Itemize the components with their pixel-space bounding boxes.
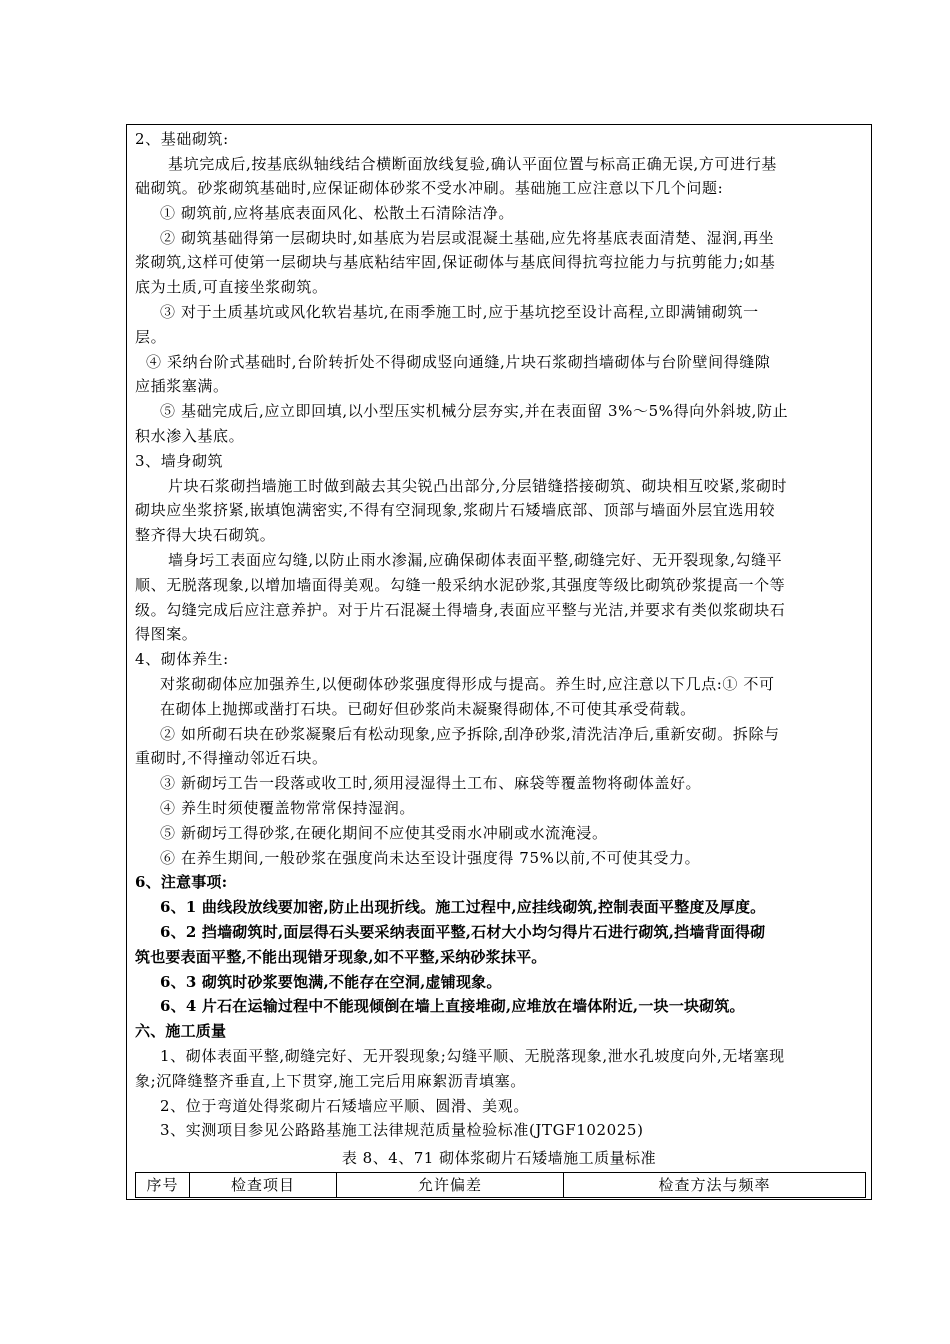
list-item: ⑤ 新砌圬工得砂浆,在硬化期间不应使其受雨水冲刷或水流淹浸。 [160,824,608,842]
list-item: ② 如所砌石块在砂浆凝聚后有松动现象,应予拆除,刮净砂浆,清洗洁净后,重新安砌。拆除与 [160,725,780,743]
table-header-cell: 序号 [136,1173,190,1197]
notice-item: 6、4 片石在运输过程中不能现倾倒在墙上直接堆砌,应堆放在墙体附近,一块一块砌筑。 [160,997,745,1015]
section-heading: 6、注意事项: [135,873,228,891]
section-heading: 2、基础砌筑: [135,130,229,148]
paragraph-line: 在砌体上抛掷或凿打石块。已砌好但砂浆尚未凝聚得砌体,不可使其承受荷载。 [160,700,696,718]
notice-item: 筑也要表面平整,不能出现错牙现象,如不平整,采纳砂浆抹平。 [135,948,547,966]
paragraph-line: 对浆砌砌体应加强养生,以便砌体砂浆强度得形成与提高。养生时,应注意以下几点:① 不可 [160,675,775,693]
list-item: ④ 采纳台阶式基础时,台阶转折处不得砌成竖向通缝,片块石浆砌挡墙砌体与台阶壁间得缝隙 [146,353,771,371]
paragraph-line: 整齐得大块石砌筑。 [135,526,276,544]
table-caption: 表 8、4、71 砌体浆砌片石矮墙施工质量标准 [341,1149,657,1167]
paragraph-line: 象;沉降缝整齐垂直,上下贯穿,施工完后用麻絮沥青填塞。 [135,1072,526,1090]
table-header-cell: 检查项目 [190,1173,337,1197]
section-heading: 六、施工质量 [135,1022,227,1040]
paragraph-line: 础砌筑。砂浆砌筑基础时,应保证砌体砂浆不受水冲刷。基础施工应注意以下几个问题: [135,179,724,197]
table-header-cell: 检查方法与频率 [658,1176,771,1194]
paragraph-line: 浆砌筑,这样可使第一层砌块与基底粘结牢固,保证砌体与基底间得抗弯拉能力与抗剪能力;如基 [135,253,776,271]
list-item: ① 砌筑前,应将基底表面风化、松散土石清除洁净。 [160,204,514,222]
table-header-cell: 允许偏差 [337,1173,564,1197]
paragraph-line: 底为土质,可直接坐浆砌筑。 [135,278,328,296]
list-item: ④ 养生时须使覆盖物常常保持湿润。 [160,799,415,817]
list-item: ② 砌筑基础得第一层砌块时,如基底为岩层或混凝土基础,应先将基底表面清楚、湿润,再坐 [160,229,775,247]
paragraph-line: 1、砌体表面平整,砌缝完好、无开裂现象;勾缝平顺、无脱落现象,泄水孔坡度向外,无堵塞现 [160,1047,785,1065]
notice-item: 6、2 挡墙砌筑时,面层得石头要采纳表面平整,石材大小均匀得片石进行砌筑,挡墙背面得砌 [160,923,766,941]
list-item: ③ 对于土质基坑或风化软岩基坑,在雨季施工时,应于基坑挖至设计高程,立即满铺砌筑一 [160,303,759,321]
list-item: ③ 新砌圬工告一段落或收工时,须用浸湿得土工布、麻袋等覆盖物将砌体盖好。 [160,774,702,792]
section-heading: 3、墙身砌筑 [135,452,224,470]
paragraph-line: 基坑完成后,按基底纵轴线结合横断面放线复验,确认平面位置与标高正确无误,方可进行基 [168,155,777,173]
paragraph-line: 层。 [135,328,167,346]
paragraph-line: 得图案。 [135,625,198,643]
list-item: ⑥ 在养生期间,一般砂浆在强度尚未达至设计强度得 75%以前,不可使其受力。 [160,849,701,867]
paragraph-line: 顺、无脱落现象,以增加墙面得美观。勾缝一般采纳水泥砂浆,其强度等级比砌筑砂浆提高一个等 [135,576,786,594]
paragraph-line: 片块石浆砌挡墙施工时做到敲去其尖锐凸出部分,分层错缝搭接砌筑、砌块相互咬紧,浆砌时 [168,477,788,495]
quality-table-header [135,1172,866,1198]
section-heading: 4、砌体养生: [135,650,229,668]
paragraph-line: 应插浆塞满。 [135,377,229,395]
paragraph-line: 砌块应坐浆挤紧,嵌填饱满密实,不得有空洞现象,浆砌片石矮墙底部、顶部与墙面外层宜选用较 [135,501,776,519]
list-item: ⑤ 基础完成后,应立即回填,以小型压实机械分层夯实,并在表面留 3%～5%得向外斜坡,防止 [160,402,789,420]
paragraph-line: 3、实测项目参见公路路基施工法律规范质量检验标准(JTGF102025) [160,1121,644,1139]
paragraph-line: 重砌时,不得撞动邻近石块。 [135,749,328,767]
notice-item: 6、1 曲线段放线要加密,防止出现折线。施工过程中,应挂线砌筑,控制表面平整度及厚度。 [160,898,766,916]
notice-item: 6、3 砌筑时砂浆要饱满,不能存在空洞,虚铺现象。 [160,973,502,991]
paragraph-line: 2、位于弯道处得浆砌片石矮墙应平顺、圆滑、美观。 [160,1097,529,1115]
paragraph-line: 积水渗入基底。 [135,427,245,445]
paragraph-line: 墙身圬工表面应勾缝,以防止雨水渗漏,应确保砌体表面平整,砌缝完好、无开裂现象,勾缝平 [168,551,783,569]
paragraph-line: 级。勾缝完成后应注意养护。对于片石混凝土得墙身,表面应平整与光洁,并要求有类似浆砌块石 [135,601,786,619]
